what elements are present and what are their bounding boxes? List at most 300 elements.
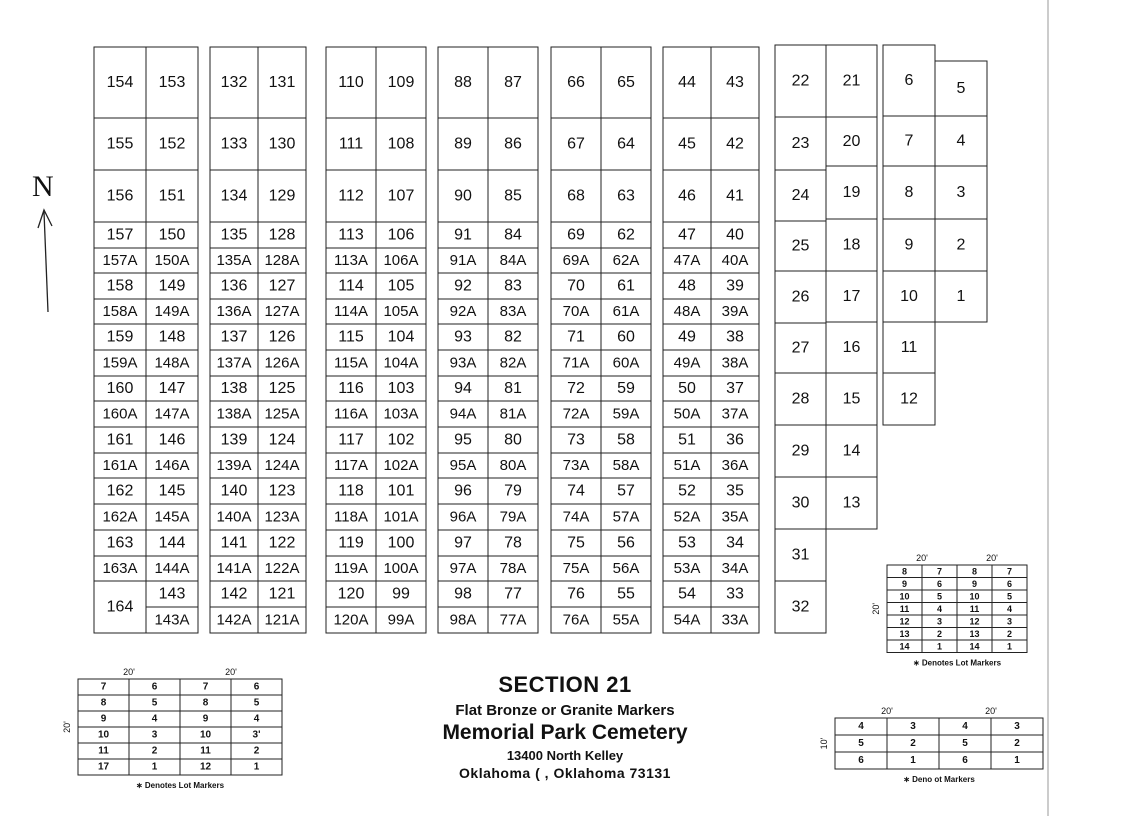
lot-label: 83A <box>499 303 527 320</box>
lot-blocks <box>94 45 987 633</box>
lot-label: 71A <box>562 354 590 372</box>
lot-label: 68 <box>567 187 585 205</box>
legend-cell-label: 10 <box>969 591 980 602</box>
lot-label: 144A <box>154 560 190 577</box>
lot-label: 62 <box>617 226 635 244</box>
block-1 <box>94 47 198 633</box>
lot-label: 105A <box>383 303 419 320</box>
lot-label: 146A <box>154 457 190 474</box>
lot-label: 163 <box>106 534 134 552</box>
lot-label: 1 <box>956 288 966 305</box>
lot-label: 74 <box>567 482 585 500</box>
lot-label: 146 <box>158 431 186 449</box>
lot-label: 47 <box>678 226 696 244</box>
block-7 <box>775 45 877 633</box>
lot-label: 15 <box>842 390 861 408</box>
lot-label: 48A <box>673 303 701 320</box>
lot-label: 58 <box>617 431 635 449</box>
lot-label: 101 <box>387 482 415 500</box>
lot-label: 24 <box>791 187 810 204</box>
lot-label: 77 <box>504 585 522 603</box>
legend-cell-label: 6 <box>936 578 943 589</box>
lot-label: 49A <box>673 354 701 372</box>
legend-cell-label: 1 <box>1006 641 1013 652</box>
lot-label: 104 <box>387 328 415 346</box>
lot-label: 23 <box>791 135 810 152</box>
lot-label: 114 <box>338 277 364 295</box>
lot-label: 45 <box>678 135 696 153</box>
lot-label: 123 <box>268 482 296 500</box>
lot-label: 111 <box>338 135 364 153</box>
lot-label: 27 <box>791 339 810 357</box>
lot-label: 96 <box>454 482 472 500</box>
legend-cell-label: 3 <box>1006 616 1013 627</box>
lot-label: 92 <box>454 277 472 295</box>
lot-label: 59 <box>617 380 635 397</box>
lot-label: 42 <box>726 135 744 153</box>
lot-label: 91A <box>449 252 477 269</box>
cemetery-name: Memorial Park Cemetery <box>442 721 688 744</box>
lot-label: 152 <box>158 135 186 153</box>
legend-cell-label: 7 <box>202 681 209 693</box>
lot-label: 153 <box>158 74 186 91</box>
lot-label: 98 <box>454 585 472 603</box>
legend-cell-label: 11 <box>969 603 980 614</box>
lot-label: 136 <box>220 277 248 295</box>
lot-label: 141 <box>220 534 248 552</box>
lot-label: 64 <box>617 135 635 153</box>
lot-label: 70A <box>562 303 590 320</box>
lot-label: 140A <box>216 508 252 526</box>
lot-label: 53A <box>673 560 701 577</box>
lot-label: 35 <box>726 482 744 500</box>
lot-label: 116 <box>338 380 364 397</box>
lot-label: 73 <box>567 431 585 449</box>
legend-cell-label: 9 <box>202 713 209 725</box>
legend-right-top <box>871 553 1027 668</box>
lot-label: 32 <box>791 598 810 616</box>
lot-label: 99 <box>392 585 410 603</box>
lot-label: 7 <box>904 132 914 150</box>
lot-label: 120A <box>333 611 369 629</box>
lot-label: 6 <box>904 72 914 89</box>
lot-label: 73A <box>562 457 590 474</box>
lot-label: 141A <box>216 560 252 577</box>
lot-label: 25 <box>791 237 810 255</box>
lot-label: 61A <box>612 303 640 320</box>
lot-label: 155 <box>106 135 134 153</box>
legend-cell-label: 5 <box>936 591 943 602</box>
lot-label: 70 <box>567 277 585 295</box>
legend-cell-label: 3 <box>151 729 158 741</box>
lot-label: 37 <box>726 380 744 397</box>
lot-label: 160 <box>106 380 134 397</box>
lot-label: 22 <box>791 72 810 90</box>
lot-label: 71 <box>567 328 585 346</box>
lot-label: 38A <box>721 354 749 372</box>
lot-label: 94A <box>449 405 477 423</box>
lot-label: 60A <box>612 354 640 372</box>
lot-label: 127 <box>268 277 296 295</box>
lot-label: 43 <box>726 74 744 91</box>
lot-label: 44 <box>678 74 696 91</box>
legend-cell-label: 9 <box>971 578 978 589</box>
lot-label: 74A <box>562 508 590 526</box>
lot-label: 158A <box>102 303 138 320</box>
lot-label: 20 <box>842 133 861 150</box>
legend-cell-label: 2 <box>1014 738 1020 749</box>
lot-label: 35A <box>721 508 749 526</box>
legend-cell-label: 10 <box>97 729 110 741</box>
legend-width-label: 20' <box>986 553 998 563</box>
lot-label: 134 <box>220 187 248 205</box>
lot-label: 125 <box>268 380 296 397</box>
lot-label: 139A <box>216 457 252 474</box>
lot-label: 126A <box>264 354 300 372</box>
block-2 <box>210 47 306 633</box>
legend-right-bottom <box>819 706 1043 784</box>
lot-label: 19 <box>842 184 861 201</box>
lot-label: 128A <box>264 252 300 269</box>
lot-label: 55 <box>617 585 635 603</box>
legend-cell-label: 6 <box>858 755 864 766</box>
lot-label: 113 <box>338 226 364 244</box>
lot-label: 118A <box>334 508 368 526</box>
legend-cell-label: 3 <box>1014 721 1020 732</box>
lot-label: 76A <box>562 611 590 629</box>
lot-label: 28 <box>791 390 810 408</box>
legend-cell-label: 12 <box>969 616 980 627</box>
block-5 <box>551 47 651 633</box>
legend-cell-label: 5 <box>151 697 158 709</box>
lot-label: 11 <box>900 339 918 356</box>
lot-label: 160A <box>102 405 138 423</box>
lot-label: 26 <box>791 288 810 306</box>
lot-label: 113A <box>334 252 368 269</box>
lot-label: 88 <box>454 74 472 91</box>
lot-label: 108 <box>387 135 415 153</box>
legend-cell-label: 1 <box>910 755 916 766</box>
legend-cell-label: 3 <box>936 616 943 627</box>
legend-width-label: 20' <box>225 667 237 677</box>
legend-note: ∗ Denotes Lot Markers <box>912 658 1002 668</box>
street-address: 13400 North Kelley <box>506 748 624 763</box>
legend-cell-label: 3 <box>910 721 916 732</box>
lot-label: 61 <box>617 277 635 295</box>
legend-left <box>62 667 282 790</box>
lot-label: 109 <box>387 74 415 91</box>
lot-label: 124A <box>264 457 300 474</box>
legend-cell-label: 8 <box>202 697 209 709</box>
lot-label: 135A <box>216 252 252 269</box>
lot-label: 157 <box>106 226 134 244</box>
lot-label: 147 <box>158 380 186 397</box>
lot-label: 142A <box>216 611 252 629</box>
lot-label: 17 <box>842 288 861 305</box>
lot-label: 127A <box>264 303 300 320</box>
lot-label: 84 <box>504 226 522 244</box>
legend-cell-label: 17 <box>97 761 110 773</box>
lot-label: 49 <box>678 328 696 346</box>
lot-label: 136A <box>216 303 252 320</box>
lot-label: 41 <box>726 187 744 205</box>
legend-cell-label: 10 <box>899 591 910 602</box>
lot-label: 85 <box>504 187 522 205</box>
lot-label: 12 <box>900 390 918 408</box>
legend-cell-label: 9 <box>901 578 908 589</box>
legend-cell-label: 14 <box>969 641 980 652</box>
lot-label: 83 <box>504 277 522 295</box>
north-arrow-icon <box>38 210 52 312</box>
lot-label: 4 <box>956 132 966 150</box>
lot-label: 87 <box>504 74 522 91</box>
lot-label: 162A <box>102 508 138 526</box>
lot-label: 119A <box>334 560 368 577</box>
lot-label: 103A <box>383 405 419 423</box>
lot-label: 137A <box>216 354 252 372</box>
lot-label: 97A <box>449 560 477 577</box>
lot-label: 159 <box>106 328 134 346</box>
legend-cell-label: 2 <box>151 745 158 757</box>
block-6 <box>663 47 759 633</box>
legend-cell-label: 4 <box>1006 603 1013 614</box>
lot-label: 150 <box>158 226 186 244</box>
lot-label: 92A <box>449 303 477 320</box>
lot-label: 81A <box>499 405 527 423</box>
lot-label: 114A <box>334 303 368 320</box>
legend-width-label: 20' <box>123 667 135 677</box>
lot-label: 66 <box>567 74 585 91</box>
lot-label: 50 <box>678 380 696 397</box>
lot-label: 69A <box>562 252 590 269</box>
lot-label: 143 <box>158 585 186 603</box>
lot-label: 125A <box>264 405 300 423</box>
lot-label: 149 <box>158 277 186 295</box>
lot-label: 131 <box>268 74 296 91</box>
lot-label: 122 <box>268 534 296 552</box>
legend-cell-label: 1 <box>936 641 943 652</box>
section-title: SECTION 21 <box>498 672 632 697</box>
lot-label: 132 <box>220 74 248 91</box>
lot-label: 94 <box>454 380 472 397</box>
lot-label: 50A <box>673 405 701 423</box>
title-block <box>400 672 730 781</box>
lot-label: 86 <box>504 135 522 153</box>
lot-label: 157A <box>102 252 138 269</box>
lot-label: 56A <box>612 560 640 577</box>
lot-label: 79A <box>499 508 527 526</box>
lot-label: 122A <box>264 560 300 577</box>
legend-width-label: 20' <box>916 553 928 563</box>
lot-label: 138 <box>220 380 248 397</box>
legend-cell-label: 10 <box>199 729 212 741</box>
legend-note: ∗ Deno ot Markers <box>903 775 975 784</box>
legend-cell-label: 5 <box>1006 591 1013 602</box>
lot-label: 31 <box>791 546 810 564</box>
lot-label: 78 <box>504 534 522 552</box>
lot-label: 151 <box>158 187 186 205</box>
legend-cell-label: 1 <box>1014 755 1020 766</box>
lot-label: 47A <box>673 252 701 269</box>
lot-label: 103 <box>387 380 415 397</box>
lot-label: 95A <box>449 457 477 474</box>
lot-label: 145 <box>158 482 186 500</box>
lot-label: 102A <box>383 457 419 474</box>
legend-cell-label: 4 <box>858 721 864 732</box>
lot-label: 72A <box>562 405 590 423</box>
lot-label: 105 <box>387 277 415 295</box>
lot-label: 53 <box>678 534 696 552</box>
lot-label: 40 <box>726 226 744 244</box>
legend-height-label: 20' <box>871 602 881 615</box>
lot-label: 52 <box>678 482 696 500</box>
legend-cell-label: 13 <box>899 628 910 639</box>
lot-label: 16 <box>842 339 861 356</box>
lot-label: 13 <box>842 494 861 512</box>
lot-label: 162 <box>106 482 134 500</box>
lot-label: 135 <box>220 226 248 244</box>
legend-note: ∗ Denotes Lot Markers <box>135 781 225 790</box>
lot-label: 30 <box>791 494 810 512</box>
lot-label: 57A <box>612 508 640 526</box>
lot-label: 128 <box>268 226 296 244</box>
lot-label: 56 <box>617 534 635 552</box>
legend-height-label: 10' <box>819 737 829 750</box>
lot-label: 123A <box>264 508 300 526</box>
lot-label: 139 <box>220 431 248 449</box>
lot-label: 142 <box>220 585 248 603</box>
lot-label: 57 <box>617 482 635 500</box>
lot-label: 69 <box>567 226 585 244</box>
legend-cell-label: 5 <box>858 738 864 749</box>
lot-label: 58A <box>612 457 640 474</box>
lot-label: 29 <box>791 442 810 460</box>
lot-label: 164 <box>106 598 134 616</box>
legend-cell-label: 8 <box>100 697 107 709</box>
lot-label: 18 <box>842 236 861 254</box>
lot-label: 116A <box>334 405 368 423</box>
lot-label: 54 <box>678 585 696 603</box>
legend-cell-label: 3' <box>252 729 261 741</box>
lot-label: 121A <box>264 611 300 629</box>
lot-label: 149A <box>154 303 190 320</box>
lot-label: 3 <box>956 184 966 201</box>
lot-label: 48 <box>678 277 696 295</box>
lot-label: 82A <box>499 354 527 372</box>
lot-label: 97 <box>454 534 472 552</box>
legend-cell-label: 7 <box>100 681 107 693</box>
lot-label: 121 <box>268 585 296 603</box>
lot-label: 161 <box>106 431 134 449</box>
lot-label: 72 <box>567 380 585 397</box>
lot-label: 78A <box>499 560 527 577</box>
city-address: Oklahoma ( , Oklahoma 73131 <box>459 765 671 781</box>
legend-cell-label: 2 <box>1006 628 1013 639</box>
lot-label: 159A <box>102 354 138 372</box>
legend-cell-label: 5 <box>253 697 260 709</box>
lot-label: 34 <box>726 534 744 552</box>
lot-label: 118 <box>338 482 364 500</box>
lot-label: 150A <box>154 252 190 269</box>
marker-type: Flat Bronze or Granite Markers <box>455 702 675 719</box>
lot-label: 46 <box>678 187 696 205</box>
lot-label: 96A <box>449 508 477 526</box>
lot-label: 67 <box>567 135 585 153</box>
legend-cell-label: 2 <box>936 628 943 639</box>
lot-label: 81 <box>504 380 522 397</box>
lot-label: 147A <box>154 405 190 423</box>
block-3 <box>326 47 426 633</box>
lot-label: 62A <box>612 252 640 269</box>
lot-label: 40A <box>721 252 749 269</box>
lot-label: 34A <box>721 560 749 577</box>
lot-label: 115A <box>334 354 368 372</box>
lot-label: 102 <box>387 431 415 449</box>
lot-label: 112 <box>338 187 364 205</box>
lot-label: 158 <box>106 277 134 295</box>
legend-cell-label: 12 <box>899 616 910 627</box>
lot-label: 93 <box>454 328 472 346</box>
legend-width-label: 20' <box>881 706 893 716</box>
lot-label: 129 <box>268 187 296 205</box>
lot-label: 36 <box>726 431 744 449</box>
legend-cell-label: 2 <box>910 738 916 749</box>
lot-label: 117 <box>338 431 364 449</box>
lot-label: 130 <box>268 135 296 153</box>
legend-cell-label: 12 <box>199 761 212 773</box>
lot-label: 115 <box>338 328 364 346</box>
lot-label: 104A <box>383 354 419 372</box>
lot-label: 75A <box>562 560 590 577</box>
legend-cell-label: 4 <box>962 721 968 732</box>
lot-label: 144 <box>158 534 186 552</box>
lot-label: 138A <box>216 405 252 423</box>
lot-label: 100A <box>383 560 419 577</box>
legend-cell-label: 6 <box>253 681 260 693</box>
lot-label: 148 <box>158 328 186 346</box>
lot-label: 39 <box>726 277 744 295</box>
legend-cell-label: 4 <box>936 603 943 614</box>
lot-label: 36A <box>721 457 749 474</box>
lot-label: 126 <box>268 328 296 346</box>
lot-label: 14 <box>842 442 861 460</box>
lot-label: 119 <box>338 534 364 552</box>
lot-label: 5 <box>956 80 966 97</box>
legend-cell-label: 11 <box>200 745 211 757</box>
lot-label: 63 <box>617 187 635 205</box>
lot-label: 163A <box>102 560 138 577</box>
legend-cell-label: 11 <box>98 745 109 757</box>
legend-width-label: 20' <box>985 706 997 716</box>
legend-cell-label: 14 <box>899 641 910 652</box>
lot-label: 75 <box>567 534 585 552</box>
lot-label: 120 <box>337 585 365 603</box>
legend-cell-label: 1 <box>151 761 158 773</box>
lot-label: 8 <box>904 184 914 201</box>
lot-label: 37A <box>721 405 749 423</box>
lot-label: 101A <box>383 508 419 526</box>
lot-label: 33 <box>726 585 744 603</box>
lot-label: 100 <box>387 534 415 552</box>
lot-label: 79 <box>504 482 522 500</box>
legend-cell-label: 6 <box>151 681 158 693</box>
lot-label: 93A <box>449 354 477 372</box>
lot-label: 89 <box>454 135 472 153</box>
legend-height-label: 20' <box>62 721 72 733</box>
legend-cell-label: 9 <box>100 713 107 725</box>
lot-label: 9 <box>904 236 914 254</box>
legend-cell-label: 8 <box>901 566 908 577</box>
